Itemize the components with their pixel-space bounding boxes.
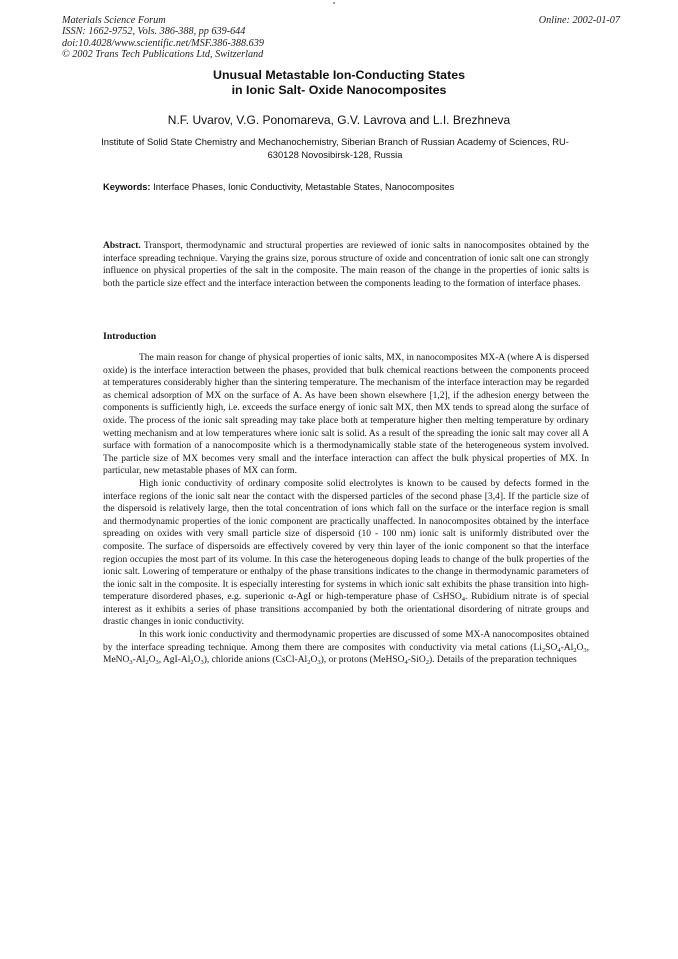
abstract-text: Transport, thermodynamic and structural properties are reviewed of ionic salts in nanocomposites obtained by the interface spreading technique. Varying the grains size, porous structure of oxide and concentration of ionic salt one can strongly influence on physical properties of the salt in the composite. The main reason of the change in the properties of ionic salts is both the particle size effect and the interface interaction between the components leading to the formation of interface phases. [103,241,589,289]
section-heading: Introduction [103,331,157,342]
copyright-line: © 2002 Trans Tech Publications Ltd, Switzerland [62,49,264,61]
title-line-1: Unusual Metastable Ion-Conducting States [213,68,465,82]
keywords-label: Keywords: [103,182,151,192]
journal-name: Materials Science Forum [62,15,166,26]
keywords-text: Interface Phases, Ionic Conductivity, Metastable States, Nanocomposites [153,182,455,192]
publication-info [62,15,264,61]
paragraph-1: The main reason for change of physical properties of ionic salts, MX, in nanocomposites MX-A (where A is dispersed oxide) is the interface interaction between the phases, provided that bulk chemical reactions between the components proceed at temperatures considerably higher than the sintering temperature. The mechanism of the interface interaction may be regarded as chemical adsorption of MX on the surface of A. As have been shown elsewhere [1,2], if the adhesion energy between the components is sufficiently high, i.e. exceeds the surface energy of ionic salt MX, then MX tends to spread along the surface of oxide. The process of the ionic salt spreading may take place both at temperature higher then melting temperature by ordinary wetting mechanism and at low temperatures where ionic salt is solid. As a result of the spreading the ionic salt may cover all A surface with formation of a nanocomposite which is a thermodynamically stable state of the heterogeneous system involved. The particle size of MX becomes very small and the interface interaction can affect the bulk physical properties of MX. In particular, new metastable phases of MX can form. [103,353,589,477]
affiliation: Institute of Solid State Chemistry and Mechanochemistry, Siberian Branch of Russian Academy of Sciences, RU-630128 Novosibirsk-128, Russia [101,136,569,160]
issn-line: ISSN: 1662-9752, Vols. 386-388, pp 639-644 [62,26,246,38]
author-list: N.F. Uvarov, V.G. Ponomareva, G.V. Lavrova and L.I. Brezhneva [167,113,511,127]
introduction-body [103,352,589,667]
paragraph-3: In this work ionic conductivity and thermodynamic properties are discussed of some MX-A nanocomposites obtained by the interface spreading technique. Among them there are composites with conductivity via metal cations ($Li_2SO_4-Al_2O_3$, $MeNO_3-Al_2O_3$, AgI-$Al_2O_3$), chloride anions $(CsCl-Al_2O_3)$, or protons (MeHSO$_4$-SiO$_2$). Details of the preparation techniques [103,630,589,667]
abstract-label: Abstract. [103,241,141,251]
abstract [103,240,589,290]
scan-speck [333,2,335,4]
keywords-line [103,182,454,192]
paper-title [0,68,678,98]
paragraph-2: High ionic conductivity of ordinary composite solid electrolytes is known to be caused by defects formed in the interface regions of the ionic salt near the contact with the dispersed particles of the second phase [3,4]. If the particle size of the dispersoid is relatively large, then the total concentration of ions which fall on the surface or the interface region is small and thermodynamic properties of the ionic component are practically unaffected. In nanocomposites obtained by the interface spreading on oxides with very small particle size of dispersoid (10 - 100 nm) ionic salt is uniformly distributed over the composite. The surface of dispersoids are effectively covered by very thin layer of the ionic component so that the interface region occupies the most part of its volume. In this case the heterogeneous doping leads to change of the bulk properties of the ionic salt. Lowering of temperature or enthalpy of the phase transitions indicates to the change in thermodynamic parameters of the ionic salt in the composite. It is especially interesting for systems in which ionic salt exhibits the phase transition into high-temperature disordered phases, e.g. superionic α-AgI or high-temperature phase of CsHSO$_4$. Rubidium nitrate is of special interest as it exhibits a series of phase transitions accompanied by both the orientational disordering of nitrate groups and drastic changes in ionic conductivity. [103,478,590,628]
title-line-2: in Ionic Salt- Oxide Nanocomposites [231,83,447,97]
doi-line: doi:10.4028/www.scientific.net/MSF.386-388.639 [62,37,264,49]
online-date: Online: 2002-01-07 [538,15,620,26]
